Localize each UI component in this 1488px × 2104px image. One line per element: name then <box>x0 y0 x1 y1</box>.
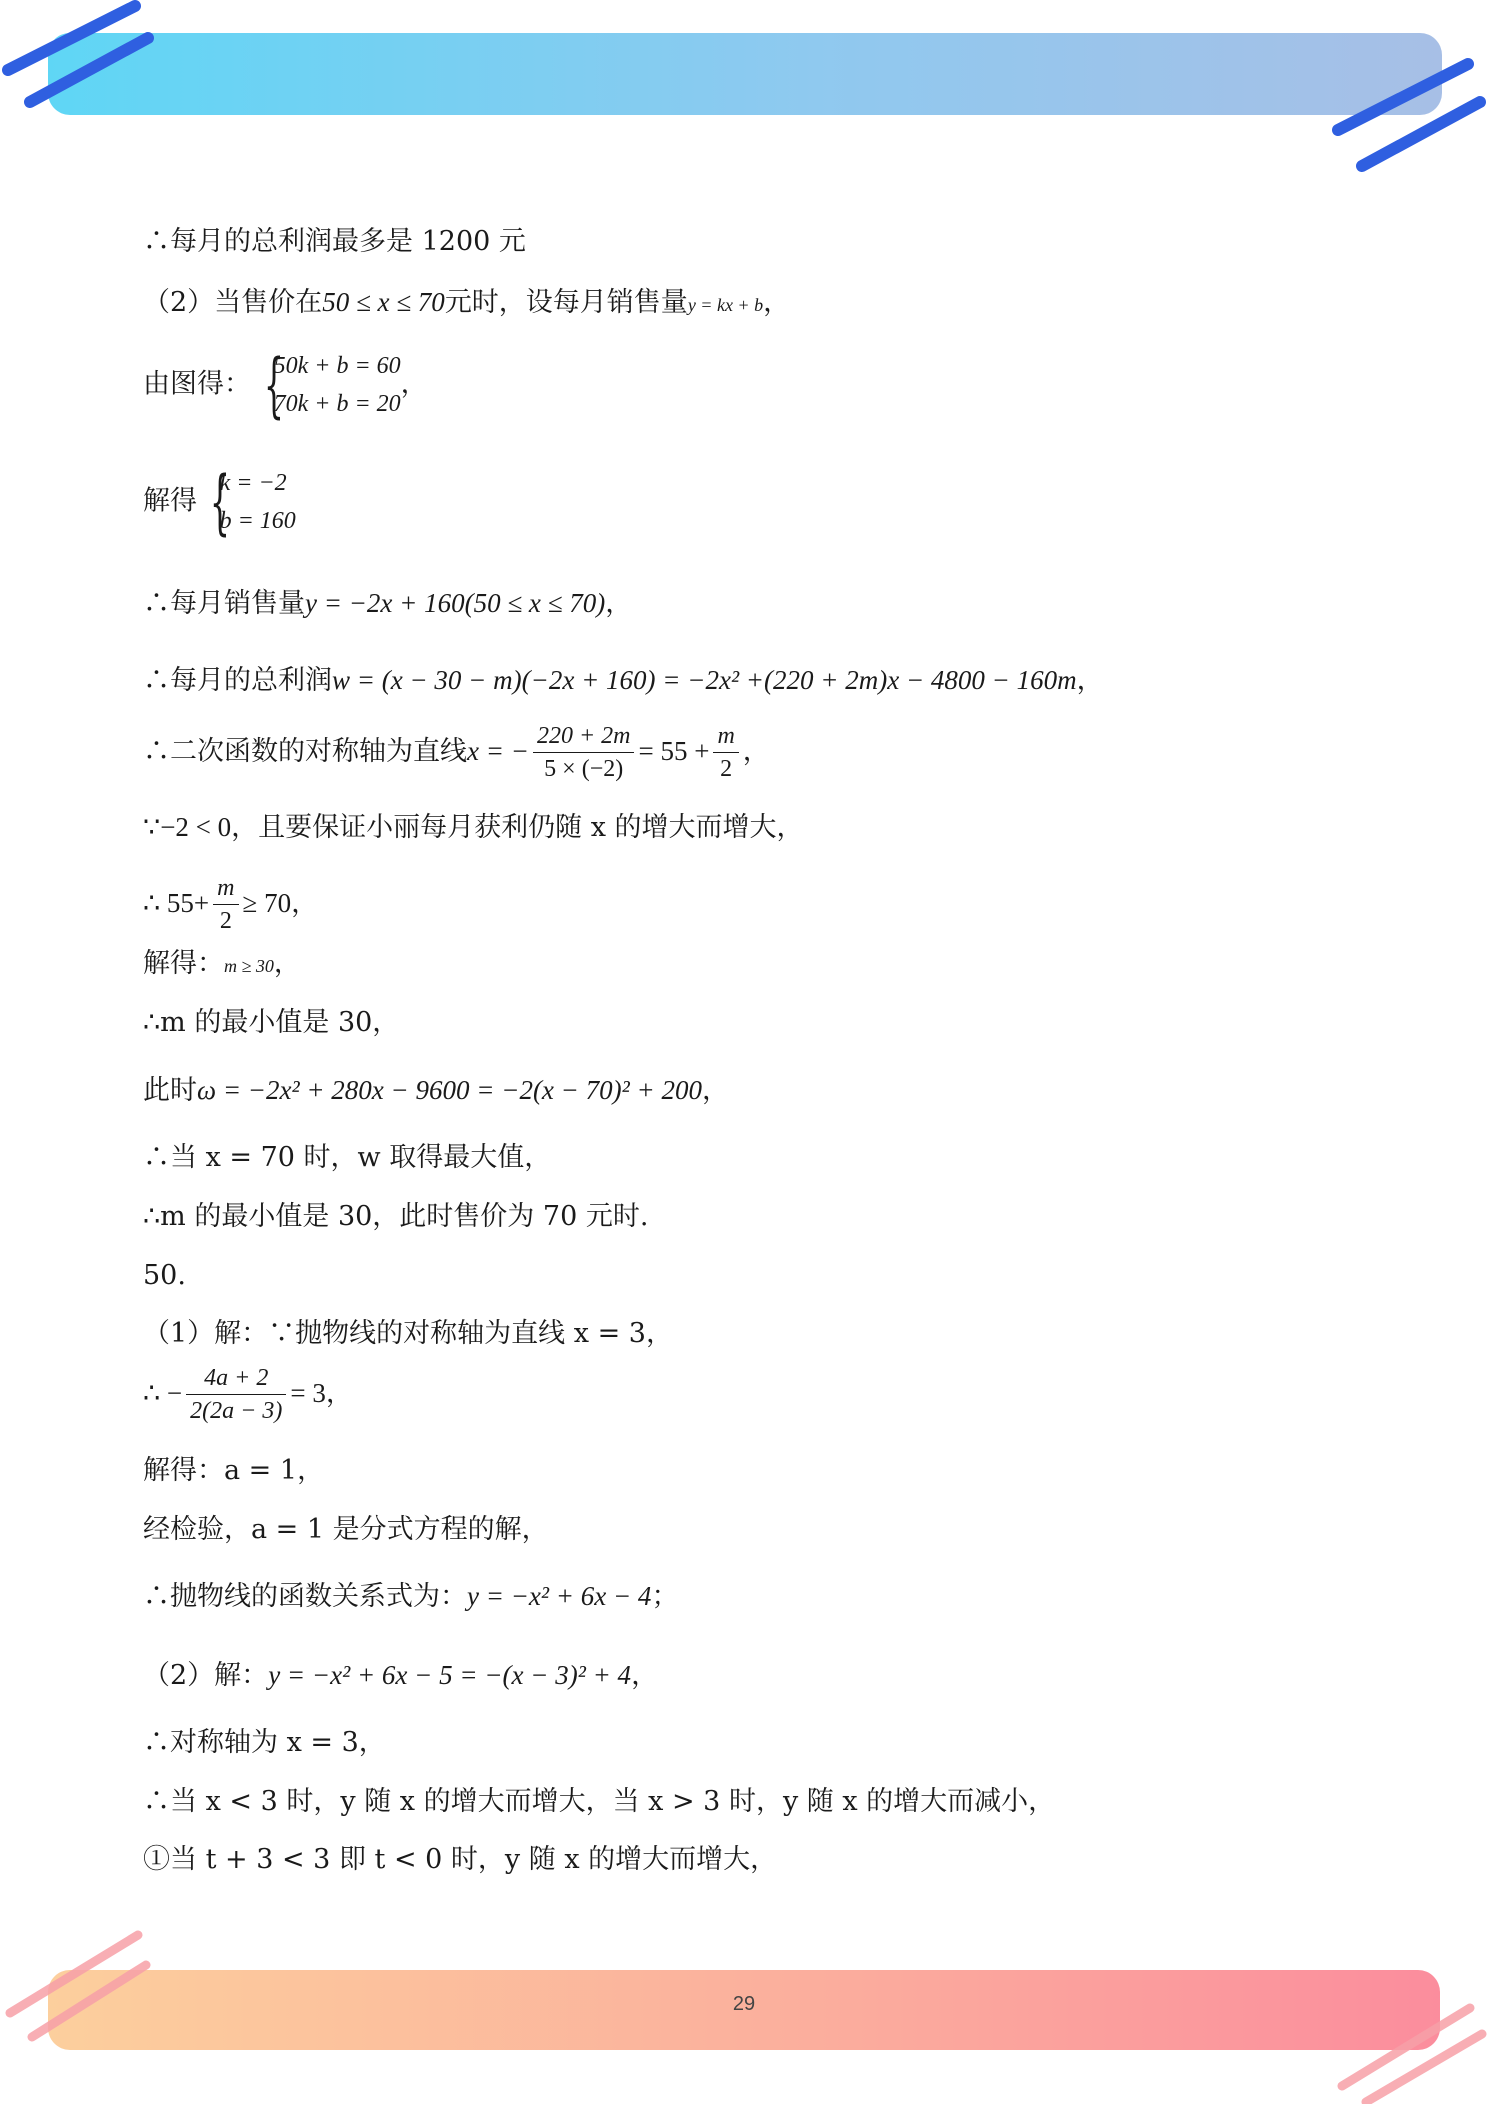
footer-stripes-right-decoration <box>1320 1990 1488 2104</box>
text-line: ∴m 的最小值是 30， <box>143 1007 400 1038</box>
text-line: ∴每月的总利润最多是 1200 元 <box>143 226 526 257</box>
inequality-line: ∴ 55+ $\frac{m}{2}$ ≥ 70， <box>143 872 318 937</box>
equation-system: { k = −2 b = 160 <box>209 461 296 543</box>
header-stripes-right-decoration <box>1320 50 1488 180</box>
fraction-equation-line: ∴ − $\frac{4a + 2}{2(2a - 3)}$ = 3， <box>143 1362 353 1427</box>
fraction: $\frac{220 + 2m}{5 \times (-2)}$ <box>533 720 635 785</box>
text-line: ∴对称轴为 x = 3， <box>143 1727 386 1758</box>
text-line: ∴当 x < 3 时，y 随 x 的增大而增大，当 x > 3 时，y 随 x 的增大而减小， <box>143 1786 1056 1817</box>
equation-system: { 50k + b = 60 70k + b = 20 <box>263 344 401 426</box>
text-line: ∴当 x = 70 时，w 取得最大值， <box>143 1142 552 1173</box>
header-bar <box>48 33 1442 115</box>
text-line: 经检验，a = 1 是分式方程的解， <box>143 1514 549 1545</box>
text-line: 解得：m ≥ 30， <box>143 948 301 979</box>
question-number: 50. <box>143 1260 186 1291</box>
axis-of-symmetry-line: ∴二次函数的对称轴为直线x = − $\frac{220 + 2m}{5 \times (-2)}$ = 55 + $\frac{m}{2}$ ， <box>143 720 770 785</box>
text-line: 解得：a = 1， <box>143 1455 325 1486</box>
fraction: $\frac{4a + 2}{2(2a - 3)}$ <box>186 1362 286 1427</box>
text-line: ∴m 的最小值是 30，此时售价为 70 元时. <box>143 1201 649 1232</box>
footer-stripes-left-decoration <box>0 1925 160 2045</box>
text-line: （2）当售价在50 ≤ x ≤ 70元时，设每月销售量y = kx + b， <box>143 287 791 318</box>
header-stripes-left-decoration <box>0 0 160 120</box>
text-line: ∵−2 < 0，且要保证小丽每月获利仍随 x 的增大而增大， <box>143 812 804 843</box>
solution-system-line: 解得 { k = −2 b = 160 <box>143 461 296 543</box>
text-line: ∴每月的总利润w = (x − 30 − m)(−2x + 160) = −2x² +(220 + 2m)x − 4800 − 160m， <box>143 665 1104 696</box>
page-number: 29 <box>732 1993 756 2015</box>
text-line: ∴抛物线的函数关系式为：y = −x² + 6x − 4； <box>143 1581 679 1612</box>
text-line: ①当 t + 3 < 3 即 t < 0 时，y 随 x 的增大而增大， <box>143 1844 778 1875</box>
text-line: 此时ω = −2x² + 280x − 9600 = −2(x − 70)² + 200， <box>143 1075 729 1106</box>
fraction: $\frac{m}{2}$ <box>213 872 238 937</box>
equation-system-line: 由图得： { 50k + b = 60 70k + b = 20 ， <box>143 344 428 426</box>
text-line: ∴每月销售量y = −2x + 160(50 ≤ x ≤ 70)， <box>143 588 633 619</box>
text-line: （1）解：∵抛物线的对称轴为直线 x = 3， <box>143 1318 673 1349</box>
text-line: （2）解：y = −x² + 6x − 5 = −(x − 3)² + 4， <box>143 1660 659 1691</box>
fraction: $\frac{m}{2}$ <box>713 720 738 785</box>
